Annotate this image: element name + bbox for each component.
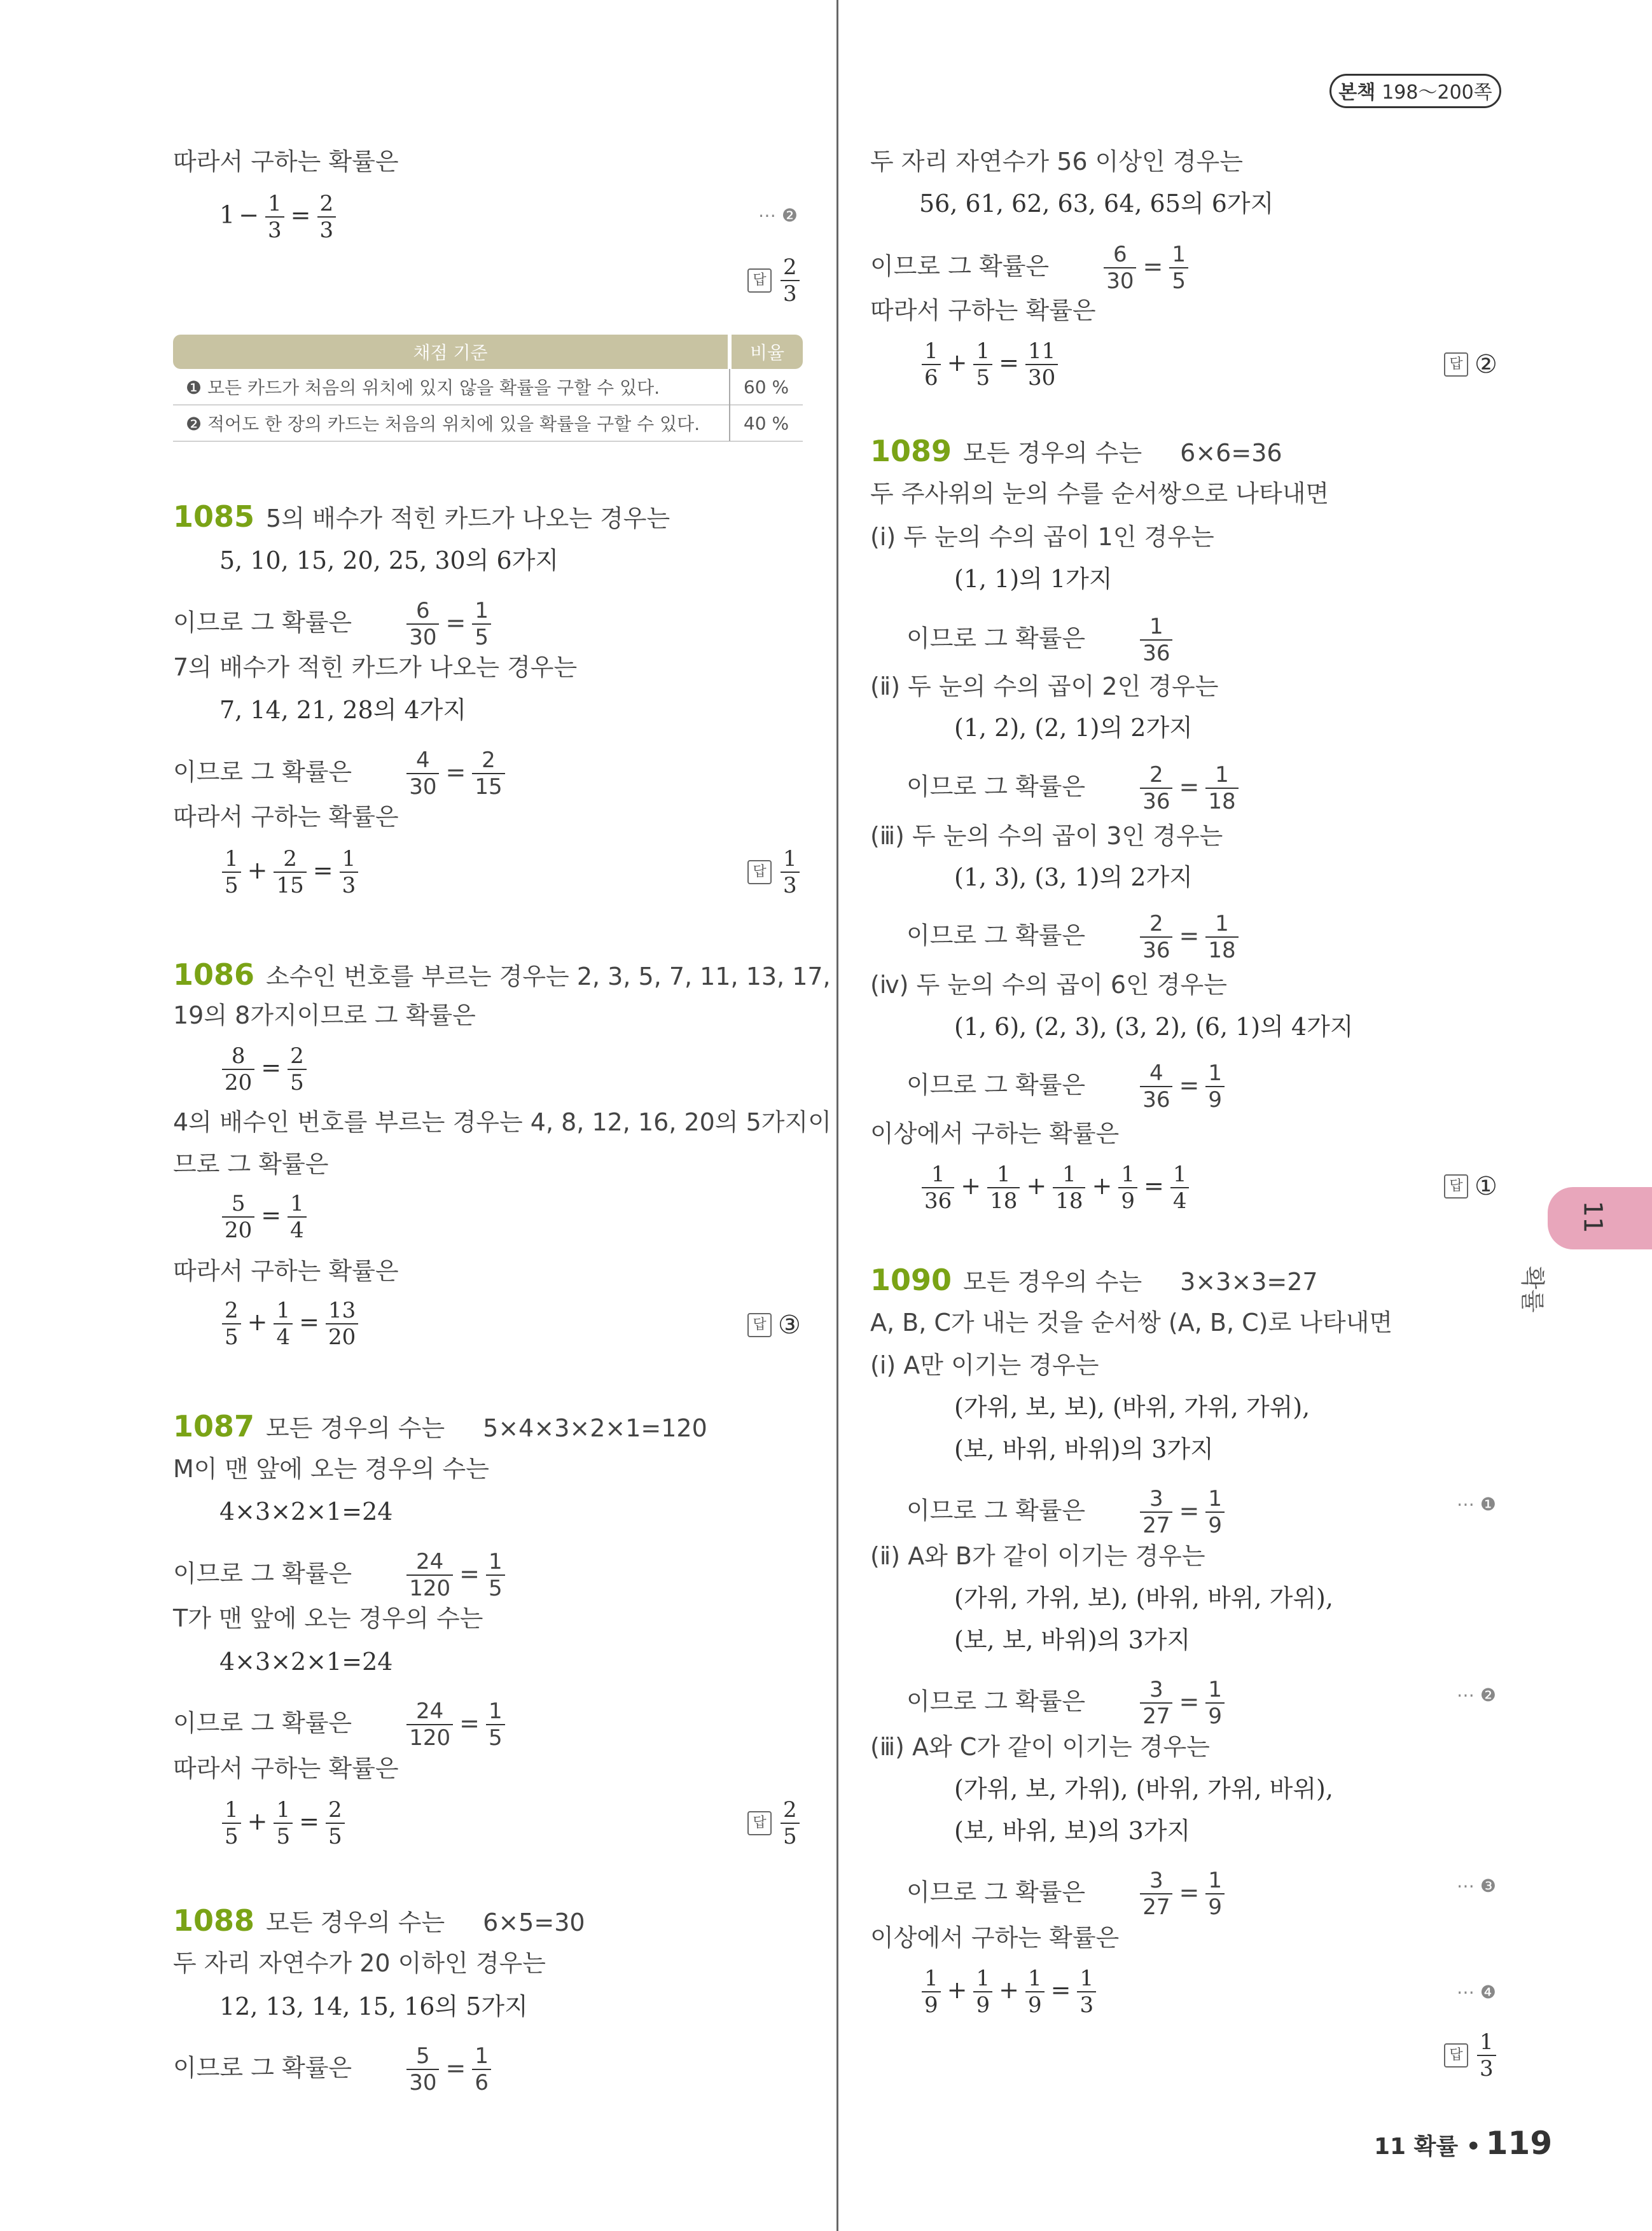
case-4-detail: (1, 6), (2, 3), (3, 2), (6, 1)의 4가지 — [954, 1013, 1354, 1041]
problem-1090-line1: 1090 모든 경우의 수는 3×3×3=27 — [870, 1263, 1318, 1297]
problem-1089-line1: 1089 모든 경우의 수는 6×6=36 — [870, 434, 1282, 468]
chapter-side-tab: 11 — [1548, 1187, 1652, 1249]
problem-1088-line4: 이므로 그 확률은 $\frac{5}{30}$ = $\frac{1}{6}$ — [173, 2043, 494, 2095]
problem-1088-line2: 두 자리 자연수가 20 이하인 경우는 — [173, 1949, 546, 1977]
case-1090-1-detail2: (보, 바위, 바위)의 3가지 — [954, 1435, 1214, 1463]
problem-1088-cont-formula: $\frac{1}{6}$ + $\frac{1}{5}$ = $\frac{11}{30}$ — [919, 338, 1060, 391]
case-1090-1-title: (ⅰ) A만 이기는 경우는 — [870, 1351, 1099, 1379]
scoring-table — [173, 335, 803, 441]
answer-1088: 답 ② — [1444, 350, 1497, 379]
answer-1090: 답 $\frac{1}{3}$ — [1444, 2029, 1499, 2082]
problem-1085-line5: 7, 14, 21, 28의 4가지 — [219, 696, 467, 724]
chapter-side-label: 확률 — [1518, 1266, 1546, 1313]
case-2-prob: 이므로 그 확률은 $\frac{2}{36}$ = $\frac{1}{18}$ — [906, 762, 1241, 814]
answer-1087: 답 $\frac{2}{5}$ — [747, 1797, 802, 1849]
intro-formula: 1 − $\frac{1}{3}$ = $\frac{2}{3}$ — [219, 191, 338, 243]
problem-1087-line4: 이므로 그 확률은 $\frac{24}{120}$ = $\frac{1}{5}$ — [173, 1549, 508, 1601]
problem-1089-sum-line: 이상에서 구하는 확률은 — [870, 1120, 1120, 1148]
case-1090-3-detail2: (보, 바위, 보)의 3가지 — [954, 1817, 1191, 1845]
problem-1088-line3: 12, 13, 14, 15, 16의 5가지 — [219, 1992, 528, 2020]
problem-1086-formula2: $\frac{5}{20}$ = $\frac{1}{4}$ — [219, 1191, 309, 1243]
problem-1085-line2: 5, 10, 15, 20, 25, 30의 6가지 — [219, 546, 559, 574]
step-marker-3: ⋯ ❸ — [1457, 1875, 1497, 1896]
step-marker-4: ⋯ ❹ — [1457, 1982, 1497, 2003]
case-1-detail: (1, 1)의 1가지 — [954, 565, 1113, 593]
problem-1086-line4: 므로 그 확률은 — [173, 1150, 329, 1178]
problem-1085-formula: $\frac{1}{5}$ + $\frac{2}{15}$ = $\frac{1}{3}$ — [219, 846, 361, 898]
intro-line: 따라서 구하는 확률은 — [173, 148, 399, 176]
problem-1086-line5: 따라서 구하는 확률은 — [173, 1257, 399, 1285]
problem-1085-line6: 이므로 그 확률은 $\frac{4}{30}$ = $\frac{2}{15}$ — [173, 747, 508, 800]
table-row: ❶ 모든 카드가 처음의 위치에 있지 않을 확률을 구할 수 있다. 60 % — [173, 369, 803, 405]
problem-1090-line2: A, B, C가 내는 것을 순서쌍 (A, B, C)로 나타내면 — [870, 1309, 1393, 1337]
problem-1085-line7: 따라서 구하는 확률은 — [173, 803, 399, 831]
problem-1086-line2: 19의 8가지이므로 그 확률은 — [173, 1001, 476, 1029]
table-head-criteria: 채점 기준 — [173, 335, 730, 369]
problem-1090-sum-line: 이상에서 구하는 확률은 — [870, 1924, 1120, 1952]
problem-1087-line1: 1087 모든 경우의 수는 5×4×3×2×1=120 — [173, 1409, 707, 1443]
problem-1086-formula1: $\frac{8}{20}$ = $\frac{2}{5}$ — [219, 1043, 309, 1095]
case-2-detail: (1, 2), (2, 1)의 2가지 — [954, 714, 1193, 742]
problem-1086-formula3: $\frac{2}{5}$ + $\frac{1}{4}$ = $\frac{13}{20}$ — [219, 1298, 361, 1350]
case-2-title: (ⅱ) 두 눈의 수의 곱이 2인 경우는 — [870, 672, 1219, 700]
answer-1086: 답 ③ — [747, 1310, 801, 1340]
case-3-prob: 이므로 그 확률은 $\frac{2}{36}$ = $\frac{1}{18}$ — [906, 911, 1241, 963]
problem-1086-line1: 1086 소수인 번호를 부르는 경우는 2, 3, 5, 7, 11, 13, 17, — [173, 957, 831, 992]
problem-1089-line2: 두 주사위의 눈의 수를 순서쌍으로 나타내면 — [870, 480, 1329, 508]
table-head-ratio: 비율 — [730, 335, 803, 369]
case-1090-1-prob: 이므로 그 확률은 $\frac{3}{27}$ = $\frac{1}{9}$ — [906, 1486, 1227, 1538]
case-1090-3-title: (ⅲ) A와 C가 같이 이기는 경우는 — [870, 1733, 1210, 1761]
step-marker-2: ⋯ ❷ — [758, 205, 798, 226]
problem-1090-formula: $\frac{1}{9}$ + $\frac{1}{9}$ + $\frac{1}{9}$ = $\frac{1}{3}$ — [919, 1966, 1099, 2018]
problem-1087-formula: $\frac{1}{5}$ + $\frac{1}{5}$ = $\frac{2}{5}$ — [219, 1797, 347, 1849]
problem-1085-line1: 1085 5의 배수가 적힌 카드가 나오는 경우는 — [173, 499, 670, 534]
column-divider — [836, 0, 838, 2231]
step-marker-1: ⋯ ❶ — [1457, 1494, 1497, 1515]
problem-1088-line1: 1088 모든 경우의 수는 6×5=30 — [173, 1903, 585, 1938]
step-marker-2b: ⋯ ❷ — [1457, 1685, 1497, 1706]
case-4-title: (ⅳ) 두 눈의 수의 곱이 6인 경우는 — [870, 971, 1227, 999]
case-1090-3-detail1: (가위, 보, 가위), (바위, 가위, 바위), — [954, 1775, 1333, 1803]
case-1090-1-detail1: (가위, 보, 보), (바위, 가위, 가위), — [954, 1393, 1310, 1421]
case-4-prob: 이므로 그 확률은 $\frac{4}{36}$ = $\frac{1}{9}$ — [906, 1060, 1227, 1113]
problem-1085-line3: 이므로 그 확률은 $\frac{6}{30}$ = $\frac{1}{5}$ — [173, 598, 494, 650]
problem-1088-cont-line3: 이므로 그 확률은 $\frac{6}{30}$ = $\frac{1}{5}$ — [870, 242, 1191, 294]
case-1-title: (ⅰ) 두 눈의 수의 곱이 1인 경우는 — [870, 523, 1214, 551]
answer-1089: 답 ① — [1444, 1172, 1497, 1201]
answer-1085: 답 $\frac{1}{3}$ — [747, 846, 802, 898]
problem-1089-formula: $\frac{1}{36}$ + $\frac{1}{18}$ + $\frac{1}{18}$ + $\frac{1}{9}$ = $\frac{1}{4}$ — [919, 1162, 1191, 1214]
problem-1087-line6: 4×3×2×1=24 — [219, 1648, 393, 1676]
case-3-detail: (1, 3), (3, 1)의 2가지 — [954, 863, 1193, 891]
problem-1087-line3: 4×3×2×1=24 — [219, 1498, 393, 1526]
answer-icon: 답 — [747, 268, 772, 293]
table-row: ❷ 적어도 한 장의 카드는 처음의 위치에 있을 확률을 구할 수 있다. 40 % — [173, 405, 803, 441]
answer-top: 답 $\frac{2}{3}$ — [747, 254, 802, 307]
reference-badge: 본책 198〜200쪽 — [1329, 74, 1501, 108]
problem-1087-line8: 따라서 구하는 확률은 — [173, 1755, 399, 1783]
problem-1087-line7: 이므로 그 확률은 $\frac{24}{120}$ = $\frac{1}{5}$ — [173, 1699, 508, 1751]
case-3-title: (ⅲ) 두 눈의 수의 곱이 3인 경우는 — [870, 822, 1223, 850]
case-1090-2-title: (ⅱ) A와 B가 같이 이기는 경우는 — [870, 1542, 1205, 1570]
case-1-prob: 이므로 그 확률은 $\frac{1}{36}$ — [906, 614, 1175, 666]
case-1090-2-prob: 이므로 그 확률은 $\frac{3}{27}$ = $\frac{1}{9}$ — [906, 1677, 1227, 1729]
problem-1088-cont-line2: 56, 61, 62, 63, 64, 65의 6가지 — [919, 190, 1274, 218]
problem-1087-line5: T가 맨 앞에 오는 경우의 수는 — [173, 1604, 483, 1632]
problem-1086-line3: 4의 배수인 번호를 부르는 경우는 4, 8, 12, 16, 20의 5가지이 — [173, 1108, 831, 1136]
problem-1088-cont-line1: 두 자리 자연수가 56 이상인 경우는 — [870, 148, 1243, 176]
page-footer: 11 확률 • 119 — [1374, 2125, 1553, 2162]
case-1090-3-prob: 이므로 그 확률은 $\frac{3}{27}$ = $\frac{1}{9}$ — [906, 1868, 1227, 1920]
case-1090-2-detail2: (보, 보, 바위)의 3가지 — [954, 1626, 1191, 1654]
problem-1087-line2: M이 맨 앞에 오는 경우의 수는 — [173, 1455, 489, 1483]
case-1090-2-detail1: (가위, 가위, 보), (바위, 바위, 가위), — [954, 1584, 1333, 1612]
problem-1085-line4: 7의 배수가 적힌 카드가 나오는 경우는 — [173, 653, 578, 681]
problem-1088-cont-line4: 따라서 구하는 확률은 — [870, 296, 1096, 324]
